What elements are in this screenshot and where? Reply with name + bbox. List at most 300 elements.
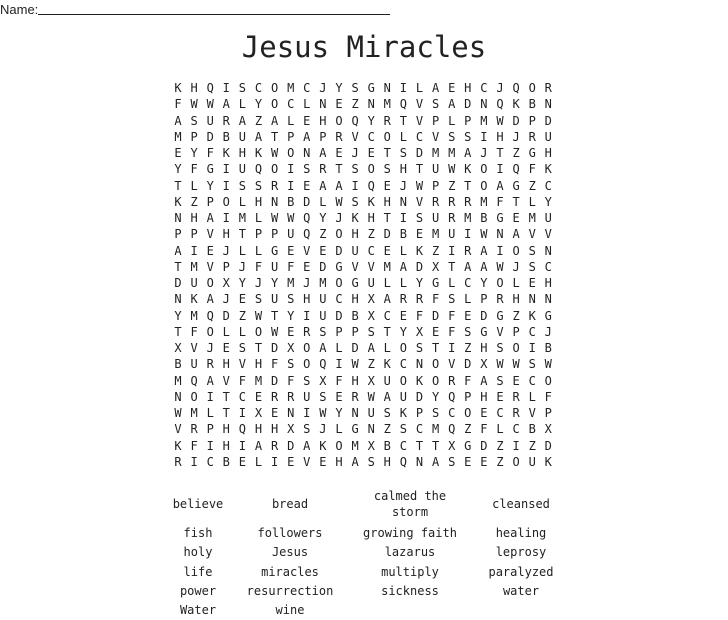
grid-letter: H: [270, 422, 279, 437]
grid-letter: L: [287, 113, 295, 128]
grid-letter: M: [431, 422, 440, 437]
grid-letter: U: [544, 129, 552, 144]
grid-letter: T: [254, 341, 263, 355]
grid-letter: I: [303, 406, 311, 420]
grid-letter: E: [431, 324, 440, 339]
grid-letter: W: [335, 194, 343, 209]
grid-letter: L: [335, 341, 343, 355]
grid-letter: L: [399, 276, 407, 290]
grid-letter: B: [287, 194, 295, 209]
grid-letter: G: [544, 308, 552, 323]
grid-letter: K: [383, 357, 391, 372]
grid-letter: L: [254, 454, 263, 469]
grid-letter: K: [367, 194, 375, 209]
grid-letter: A: [480, 243, 488, 258]
grid-letter: O: [528, 81, 536, 95]
grid-letter: N: [383, 81, 391, 95]
grid-letter: P: [190, 129, 198, 144]
grid-letter: O: [512, 454, 520, 469]
grid-letter: T: [496, 146, 504, 160]
grid-letter: I: [238, 406, 246, 420]
grid-letter: Z: [496, 438, 504, 453]
grid-letter: T: [270, 129, 279, 144]
grid-letter: S: [383, 406, 391, 420]
word-list-item: followers: [257, 526, 323, 540]
grid-letter: S: [399, 146, 407, 160]
grid-letter: Q: [206, 81, 214, 95]
grid-letter: A: [254, 129, 263, 144]
grid-letter: E: [319, 454, 327, 469]
name-label: Name:: [0, 2, 39, 17]
grid-letter: I: [206, 438, 214, 453]
grid-letter: N: [174, 211, 182, 225]
grid-letter: H: [383, 454, 391, 469]
grid-letter: V: [206, 259, 214, 274]
grid-letter: K: [512, 97, 520, 112]
grid-letter: R: [528, 129, 536, 144]
grid-letter: G: [367, 81, 375, 95]
grid-letter: D: [431, 308, 440, 323]
grid-letter: U: [270, 292, 279, 307]
grid-letter: H: [464, 81, 472, 95]
grid-letter: H: [190, 81, 198, 95]
grid-letter: O: [383, 129, 391, 144]
grid-letter: K: [544, 454, 552, 469]
grid-letter: O: [335, 438, 343, 453]
grid-letter: I: [351, 178, 359, 193]
grid-letter: V: [544, 227, 552, 242]
grid-letter: D: [415, 259, 424, 274]
grid-letter: X: [415, 324, 424, 339]
grid-letter: L: [448, 113, 456, 128]
grid-letter: W: [496, 259, 504, 274]
grid-letter: G: [431, 276, 440, 290]
grid-letter: H: [222, 357, 230, 372]
grid-letter: B: [174, 357, 182, 372]
grid-letter: C: [528, 373, 536, 388]
grid-letter: N: [319, 97, 327, 112]
grid-letter: W: [270, 324, 279, 339]
grid-letter: I: [222, 178, 230, 193]
grid-letter: Y: [431, 389, 440, 404]
grid-letter: L: [335, 422, 343, 437]
grid-letter: P: [254, 227, 263, 242]
grid-letter: D: [287, 438, 295, 453]
grid-letter: S: [303, 162, 311, 177]
grid-letter: Z: [528, 438, 536, 453]
grid-letter: V: [528, 406, 536, 420]
grid-letter: P: [544, 406, 552, 420]
grid-letter: K: [415, 243, 424, 258]
grid-letter: W: [415, 178, 424, 193]
grid-letter: I: [399, 81, 407, 95]
grid-letter: O: [270, 97, 279, 112]
grid-letter: W: [512, 357, 520, 372]
grid-letter: O: [431, 373, 440, 388]
grid-letter: D: [303, 194, 311, 209]
grid-letter: K: [544, 162, 552, 177]
grid-letter: A: [464, 146, 472, 160]
grid-letter: V: [415, 194, 424, 209]
grid-letter: W: [496, 357, 504, 372]
grid-letter: N: [303, 146, 311, 160]
grid-letter: I: [480, 129, 488, 144]
grid-letter: F: [415, 308, 424, 323]
grid-letter: L: [238, 243, 246, 258]
grid-letter: A: [399, 259, 407, 274]
grid-letter: Q: [512, 81, 520, 95]
grid-letter: R: [190, 422, 198, 437]
grid-letter: R: [270, 438, 279, 453]
grid-letter: Z: [464, 422, 472, 437]
grid-letter: X: [431, 259, 440, 274]
grid-letter: E: [464, 308, 472, 323]
grid-letter: J: [512, 129, 520, 144]
grid-letter: U: [383, 373, 391, 388]
grid-letter: A: [319, 341, 327, 355]
grid-letter: S: [448, 129, 456, 144]
grid-letter: F: [464, 373, 472, 388]
grid-letter: O: [222, 194, 230, 209]
word-list-item: leprosy: [495, 545, 547, 559]
grid-letter: F: [254, 259, 263, 274]
grid-letter: T: [383, 146, 391, 160]
grid-letter: I: [335, 357, 343, 372]
grid-letter: F: [544, 389, 552, 404]
grid-letter: L: [448, 276, 456, 290]
grid-letter: F: [238, 373, 246, 388]
grid-letter: C: [383, 308, 391, 323]
grid-letter: S: [254, 292, 263, 307]
grid-letter: E: [496, 389, 504, 404]
word-list-item: Jesus: [271, 545, 309, 559]
grid-letter: G: [351, 422, 359, 437]
grid-letter: O: [367, 162, 375, 177]
grid-letter: Q: [448, 422, 456, 437]
grid-letter: C: [254, 81, 263, 95]
grid-letter: Y: [287, 308, 295, 323]
grid-letter: L: [399, 243, 407, 258]
grid-letter: Z: [319, 227, 327, 242]
grid-letter: N: [367, 422, 375, 437]
grid-letter: W: [206, 97, 214, 112]
grid-letter: F: [190, 324, 198, 339]
grid-letter: W: [496, 113, 504, 128]
grid-letter: X: [174, 341, 182, 355]
grid-letter: W: [319, 406, 327, 420]
grid-letter: H: [351, 373, 359, 388]
grid-letter: K: [351, 211, 359, 225]
grid-letter: D: [512, 113, 520, 128]
grid-letter: R: [319, 162, 327, 177]
grid-letter: C: [206, 454, 214, 469]
grid-letter: A: [383, 389, 391, 404]
grid-letter: R: [287, 389, 295, 404]
grid-letter: F: [206, 146, 214, 160]
grid-letter: D: [206, 129, 214, 144]
grid-letter: T: [383, 211, 391, 225]
grid-letter: L: [238, 97, 246, 112]
grid-letter: A: [303, 129, 311, 144]
grid-letter: O: [190, 389, 198, 404]
word-list-item: bread: [271, 497, 309, 511]
grid-letter: M: [383, 259, 391, 274]
grid-letter: U: [303, 389, 311, 404]
grid-letter: H: [512, 292, 520, 307]
grid-letter: L: [415, 81, 424, 95]
grid-letter: W: [480, 227, 488, 242]
grid-letter: F: [190, 438, 198, 453]
grid-letter: H: [222, 438, 230, 453]
grid-letter: R: [222, 113, 230, 128]
grid-letter: W: [287, 211, 295, 225]
grid-letter: H: [254, 194, 263, 209]
grid-letter: J: [303, 276, 311, 290]
grid-letter: Y: [480, 276, 488, 290]
grid-letter: R: [399, 292, 407, 307]
grid-letter: Y: [238, 276, 246, 290]
grid-letter: R: [512, 389, 520, 404]
grid-letter: H: [367, 211, 375, 225]
grid-letter: F: [448, 308, 456, 323]
grid-letter: J: [351, 146, 359, 160]
grid-letter: D: [464, 357, 472, 372]
grid-letter: G: [512, 178, 520, 193]
grid-letter: K: [174, 81, 182, 95]
grid-letter: D: [270, 341, 279, 355]
grid-letter: B: [222, 454, 230, 469]
grid-letter: O: [480, 162, 488, 177]
grid-letter: P: [415, 406, 424, 420]
grid-letter: P: [464, 113, 472, 128]
grid-letter: V: [174, 422, 182, 437]
grid-letter: B: [544, 341, 552, 355]
grid-letter: E: [448, 81, 456, 95]
grid-letter: P: [464, 389, 472, 404]
grid-letter: W: [270, 146, 279, 160]
grid-letter: S: [303, 373, 311, 388]
grid-letter: P: [287, 129, 295, 144]
grid-letter: N: [544, 243, 552, 258]
grid-letter: H: [190, 211, 198, 225]
grid-letter: J: [319, 81, 327, 95]
grid-letter: C: [415, 129, 424, 144]
grid-letter: U: [319, 308, 327, 323]
grid-letter: E: [319, 243, 327, 258]
grid-letter: H: [351, 227, 359, 242]
word-list-item: power: [179, 584, 217, 598]
grid-letter: X: [480, 357, 488, 372]
grid-letter: Y: [544, 194, 552, 209]
grid-letter: Z: [254, 113, 263, 128]
grid-letter: U: [206, 113, 214, 128]
grid-letter: X: [287, 341, 295, 355]
grid-letter: M: [287, 81, 295, 95]
grid-letter: E: [254, 389, 263, 404]
grid-letter: G: [335, 259, 343, 274]
grid-letter: K: [528, 308, 536, 323]
grid-letter: O: [480, 178, 488, 193]
grid-letter: M: [464, 211, 472, 225]
grid-letter: N: [480, 97, 488, 112]
grid-letter: C: [399, 357, 407, 372]
word-list-item: sickness: [381, 584, 439, 598]
grid-letter: T: [399, 113, 407, 128]
grid-letter: I: [190, 243, 198, 258]
grid-letter: A: [351, 454, 359, 469]
grid-letter: O: [431, 357, 440, 372]
grid-letter: K: [174, 194, 182, 209]
grid-letter: N: [415, 454, 424, 469]
grid-letter: C: [415, 422, 424, 437]
grid-letter: E: [335, 146, 343, 160]
grid-letter: U: [238, 129, 246, 144]
grid-letter: M: [319, 276, 327, 290]
grid-letter: A: [319, 178, 327, 193]
grid-letter: I: [238, 438, 246, 453]
grid-letter: Q: [190, 373, 198, 388]
grid-letter: R: [448, 211, 456, 225]
grid-letter: S: [319, 324, 327, 339]
grid-letter: R: [464, 243, 472, 258]
grid-letter: R: [335, 129, 343, 144]
grid-letter: N: [287, 406, 295, 420]
grid-letter: S: [190, 113, 198, 128]
grid-letter: O: [287, 146, 295, 160]
grid-letter: M: [174, 129, 182, 144]
grid-letter: B: [222, 129, 230, 144]
grid-letter: E: [303, 259, 311, 274]
grid-letter: B: [383, 438, 391, 453]
grid-letter: D: [544, 113, 552, 128]
grid-letter: V: [431, 129, 440, 144]
grid-letter: T: [174, 178, 182, 193]
word-list-item: lazarus: [384, 545, 436, 559]
grid-letter: T: [222, 406, 230, 420]
grid-letter: B: [528, 97, 536, 112]
grid-letter: Y: [335, 406, 343, 420]
grid-letter: E: [287, 243, 295, 258]
grid-letter: K: [464, 162, 472, 177]
grid-letter: R: [270, 389, 279, 404]
grid-letter: O: [512, 243, 520, 258]
grid-letter: D: [464, 97, 472, 112]
grid-letter: G: [270, 243, 279, 258]
grid-letter: E: [383, 243, 391, 258]
grid-letter: O: [335, 227, 343, 242]
grid-letter: C: [544, 178, 552, 193]
grid-letter: S: [351, 81, 359, 95]
grid-letter: I: [448, 243, 456, 258]
grid-letter: S: [448, 292, 456, 307]
grid-letter: V: [496, 324, 504, 339]
grid-letter: Y: [367, 113, 375, 128]
grid-letter: I: [222, 81, 230, 95]
grid-letter: Y: [174, 162, 182, 177]
grid-letter: N: [544, 97, 552, 112]
grid-letter: F: [190, 162, 198, 177]
grid-letter: P: [206, 194, 214, 209]
grid-letter: I: [206, 389, 214, 404]
grid-letter: R: [448, 373, 456, 388]
grid-letter: J: [238, 259, 246, 274]
grid-letter: I: [496, 162, 504, 177]
grid-letter: M: [190, 406, 198, 420]
grid-letter: N: [174, 292, 182, 307]
grid-letter: E: [512, 211, 520, 225]
grid-letter: T: [383, 324, 391, 339]
grid-letter: K: [174, 438, 182, 453]
grid-letter: E: [287, 324, 295, 339]
grid-letter: A: [206, 373, 214, 388]
grid-letter: W: [174, 406, 182, 420]
grid-letter: O: [399, 373, 407, 388]
grid-letter: Q: [238, 422, 246, 437]
grid-letter: P: [431, 178, 440, 193]
grid-letter: E: [399, 308, 407, 323]
grid-letter: H: [254, 357, 263, 372]
grid-letter: P: [319, 129, 327, 144]
grid-letter: D: [270, 373, 279, 388]
grid-letter: X: [448, 438, 456, 453]
grid-letter: U: [319, 292, 327, 307]
grid-letter: V: [351, 129, 359, 144]
grid-letter: A: [480, 259, 488, 274]
grid-letter: K: [190, 292, 198, 307]
grid-letter: Q: [448, 389, 456, 404]
grid-letter: C: [367, 129, 375, 144]
grid-letter: L: [383, 276, 391, 290]
grid-letter: A: [367, 341, 375, 355]
grid-letter: M: [528, 211, 536, 225]
grid-letter: P: [351, 324, 359, 339]
grid-letter: H: [544, 276, 552, 290]
grid-letter: F: [480, 422, 488, 437]
grid-letter: W: [190, 97, 198, 112]
grid-letter: H: [222, 227, 230, 242]
grid-letter: M: [190, 259, 198, 274]
grid-letter: E: [287, 454, 295, 469]
grid-letter: P: [174, 227, 182, 242]
grid-letter: Q: [303, 227, 311, 242]
grid-letter: H: [222, 422, 230, 437]
grid-letter: D: [544, 438, 552, 453]
grid-letter: S: [528, 259, 536, 274]
grid-letter: Y: [254, 97, 263, 112]
grid-letter: S: [415, 211, 424, 225]
grid-letter: R: [448, 194, 456, 209]
grid-letter: H: [383, 194, 391, 209]
grid-letter: R: [512, 406, 520, 420]
grid-letter: E: [335, 97, 343, 112]
grid-letter: E: [238, 454, 246, 469]
grid-letter: P: [480, 292, 488, 307]
grid-letter: Y: [206, 178, 214, 193]
grid-letter: X: [367, 438, 375, 453]
grid-letter: S: [496, 373, 504, 388]
grid-letter: R: [174, 454, 182, 469]
grid-letter: L: [238, 324, 246, 339]
grid-letter: T: [174, 259, 182, 274]
grid-letter: Y: [319, 211, 327, 225]
grid-letter: Z: [464, 341, 472, 355]
grid-letter: Q: [206, 308, 214, 323]
grid-letter: A: [254, 438, 263, 453]
grid-letter: C: [512, 422, 520, 437]
grid-letter: Z: [431, 243, 440, 258]
grid-letter: Y: [190, 146, 198, 160]
grid-letter: I: [222, 211, 230, 225]
